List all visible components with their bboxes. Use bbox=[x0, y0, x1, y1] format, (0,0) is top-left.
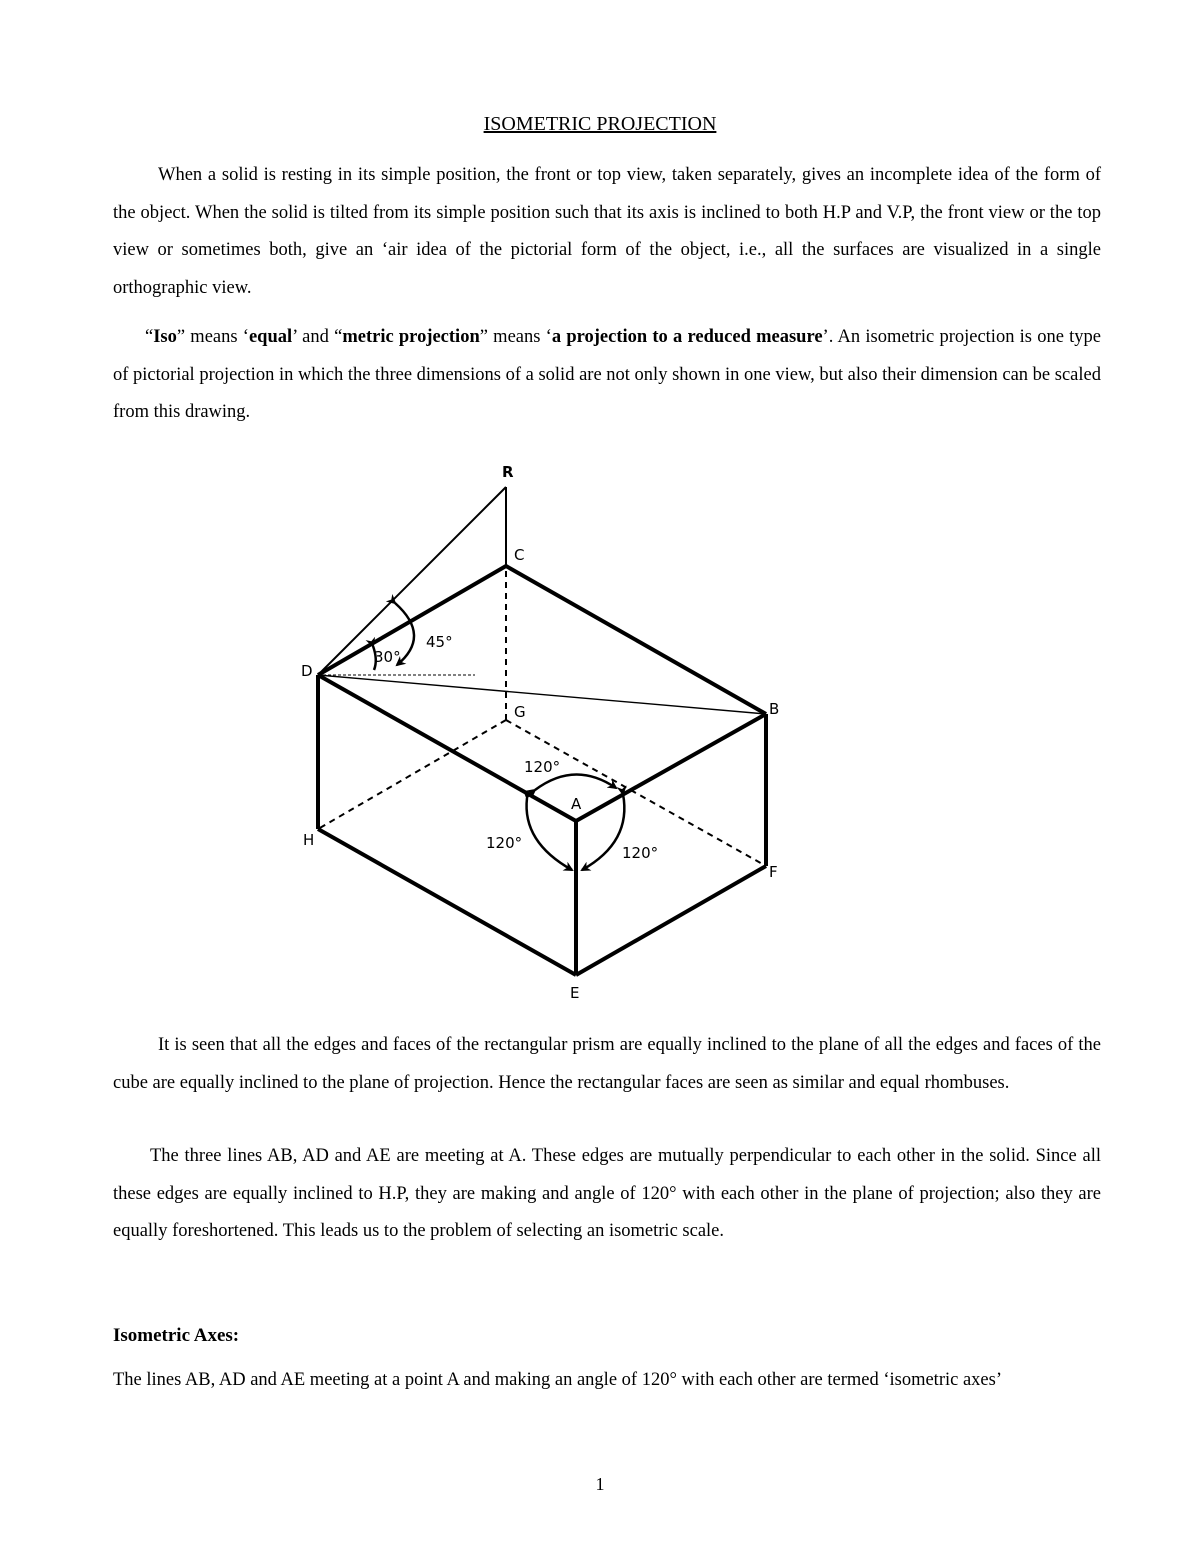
label-H: H bbox=[303, 831, 315, 849]
text-fragment: ’. An isometric projection is one type of pictorial projection in which the three dimensions of a solid are not only shown in one view, but also their dimension can be scaled from this drawing. bbox=[113, 327, 1102, 422]
edge-CB bbox=[506, 566, 766, 714]
term-equal: equal bbox=[248, 327, 293, 347]
angle-label-top-120: 120° bbox=[524, 758, 561, 776]
hidden-edges bbox=[318, 566, 766, 866]
arrow-left-120 bbox=[527, 798, 572, 870]
label-A: A bbox=[571, 795, 582, 813]
angle-arrows bbox=[373, 603, 624, 870]
edge-EF bbox=[576, 866, 766, 975]
label-D: D bbox=[301, 662, 313, 680]
label-E: E bbox=[570, 984, 580, 1002]
observation-paragraph: It is seen that all the edges and faces of the rectangular prism are equally inclined to the plane of all the edges and faces of the cube are equally inclined to the plane of projection. Hence the rectangular faces are seen as similar and equal rhombuses. bbox=[113, 1035, 1101, 1093]
edge-BA bbox=[576, 714, 766, 821]
intro-paragraph: When a solid is resting in its simple position, the front or top view, taken separately, gives an incomplete idea of the form of the object. When the solid is tilted from its simple position such that its axis is inclined to both H.P and V.P, the front view or the top view or sometimes both, give an ‘air idea of the pictorial form of the object, i.e., all the surfaces are visualized in a single orthographic view. bbox=[113, 165, 1101, 298]
axes-explanation-paragraph: The three lines AB, AD and AE are meeting at A. These edges are mutually perpendicular to each other in the solid. Since all these edges are equally inclined to H.P, they are making and angle of 120° with each other in the plane of projection; also they are equally foreshortened. This leads us to the problem of selecting an isometric scale. bbox=[113, 1146, 1101, 1241]
page-title: ISOMETRIC PROJECTION bbox=[483, 113, 717, 135]
diagonal-DB bbox=[318, 675, 766, 714]
label-G: G bbox=[514, 703, 526, 721]
text-fragment: ” means ‘ bbox=[176, 327, 249, 347]
angle-label-30: 30° bbox=[374, 648, 401, 666]
term-reduced-measure: a projection to a reduced measure bbox=[551, 327, 823, 347]
term-metric-projection: metric projection bbox=[342, 327, 480, 347]
angle-label-left-120: 120° bbox=[486, 834, 523, 852]
page-number: 1 bbox=[595, 1474, 605, 1494]
term-iso: Iso bbox=[153, 327, 177, 347]
text-fragment: ” means ‘ bbox=[479, 327, 552, 347]
edge-GH bbox=[318, 720, 506, 829]
angle-label-right-120: 120° bbox=[622, 844, 659, 862]
isometric-prism-diagram bbox=[290, 455, 810, 1010]
label-F: F bbox=[769, 863, 778, 881]
edge-AD bbox=[318, 675, 576, 821]
label-R: R bbox=[502, 463, 514, 481]
quote-open: “ bbox=[145, 327, 154, 347]
definition-paragraph bbox=[113, 319, 1101, 432]
isometric-axes-paragraph: The lines AB, AD and AE meeting at a point A and making an angle of 120° with each other are termed ‘isometric axes’ bbox=[113, 1370, 1002, 1390]
label-C: C bbox=[514, 546, 525, 564]
edge-HE bbox=[318, 829, 576, 975]
text-fragment: ’ and “ bbox=[292, 327, 343, 347]
angle-label-45: 45° bbox=[426, 633, 453, 651]
label-B: B bbox=[769, 700, 780, 718]
arrow-top-120 bbox=[535, 774, 616, 790]
section-heading-isometric-axes: Isometric Axes: bbox=[113, 1325, 240, 1346]
thin-lines bbox=[318, 675, 766, 714]
